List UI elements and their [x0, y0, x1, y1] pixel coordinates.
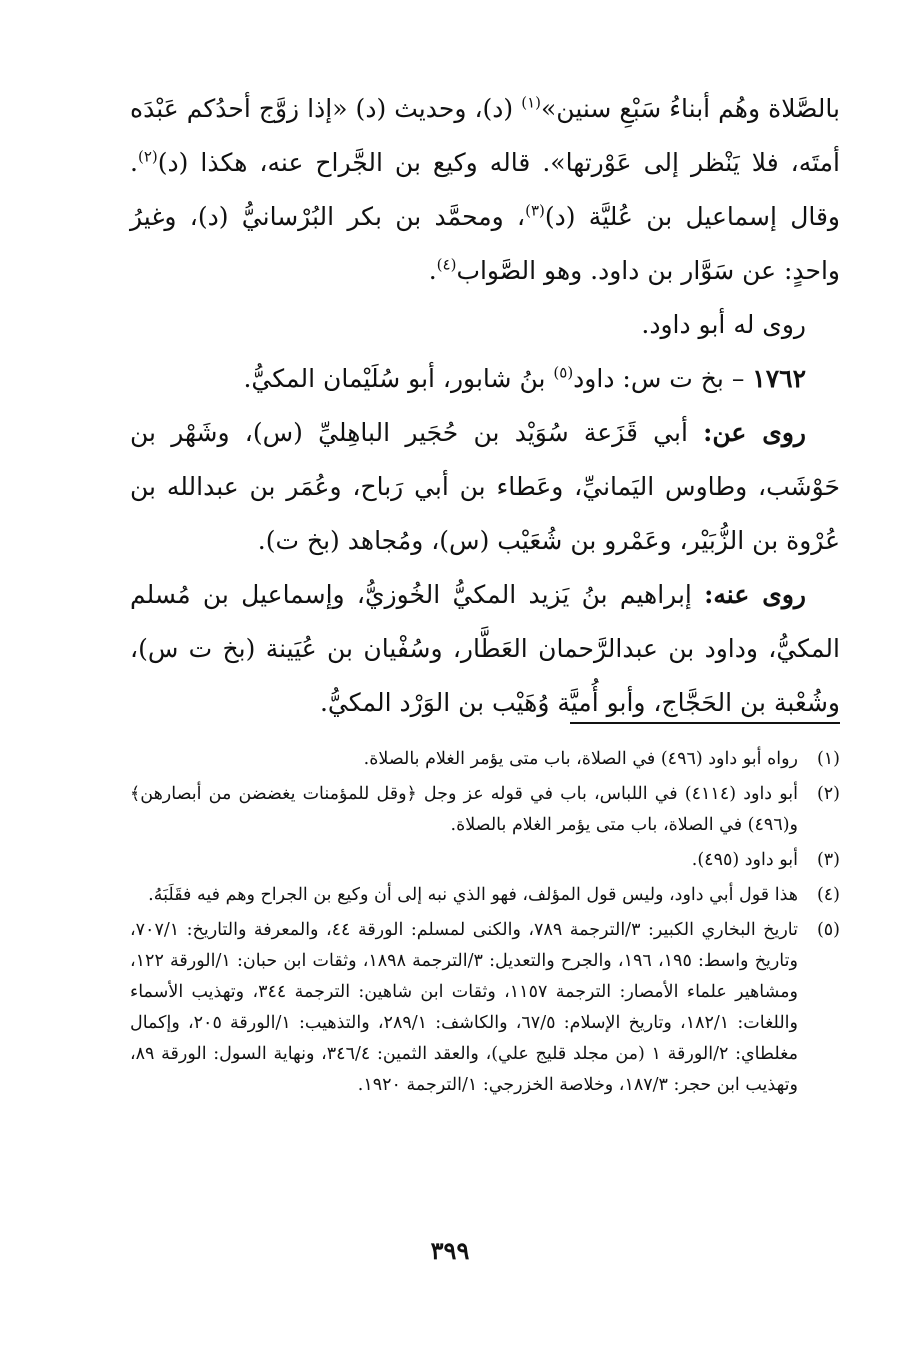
- main-text: [130, 82, 840, 730]
- footnote-ref-4[interactable]: (٤): [436, 255, 457, 274]
- footnote-number: (١): [816, 749, 840, 769]
- footnote-3: [130, 845, 840, 876]
- entry-codes: بخ ت س: داود: [573, 364, 724, 393]
- entry-heading: [130, 352, 840, 406]
- footnote-number: (٢): [816, 784, 840, 804]
- text-run: بالصَّلاة وهُم أبناءُ سَبْعِ سنين»: [541, 94, 840, 123]
- footnote-text: هذا قول أبي داود، وليس قول المؤلف، فهو الذي نبه إلى أن وكيع بن الجراح وهم فيه فقَلَبَهُ.: [148, 885, 798, 905]
- footnote-ref-1[interactable]: (١): [521, 93, 542, 112]
- footnote-text: رواه أبو داود (٤٩٦) في الصلاة، باب متى يؤمر الغلام بالصلاة.: [363, 749, 798, 769]
- footnote-4: [130, 880, 840, 911]
- page-number: ٣٩٩: [430, 1236, 470, 1265]
- rawa-an-label: روى عن:: [703, 418, 806, 447]
- entry-name: بنُ شابور، أبو سُلَيْمان المكيُّ.: [243, 364, 554, 393]
- body-text: [130, 82, 840, 730]
- footnotes: [130, 744, 840, 1105]
- footnote-number: (٥): [816, 920, 840, 940]
- entry-dash: –: [723, 364, 753, 393]
- text-run: ، ومحمَّد بن بكر البُرْسانيُّ (د)، وغيرُ واحدٍ: عن سَوَّار بن داود. وهو الصَّواب: [130, 202, 840, 285]
- footnote-1: [130, 744, 840, 775]
- footnote-ref-3[interactable]: (٣): [525, 201, 545, 220]
- entry-number: ١٧٦٢: [752, 364, 806, 393]
- footnote-text: أبو داود (٤١١٤) في اللباس، باب في قوله عز وجل ﴿وقل للمؤمنات يغضضن من أبصارهن﴾ و(٤٩٦) في الصلاة، باب متى يؤمر الغلام بالصلاة.: [130, 784, 799, 835]
- footnote-separator: [570, 722, 840, 724]
- rawa-an-text: أبي قَزَعة سُوَيْد بن حُجَير الباهِليِّ (س)، وشَهْر بن حَوْشَب، وطاوس اليَمانيِّ، وعَطاء بن أبي رَباح، وعُمَر بن عبدالله بن عُرْوة بن الزُّبَيْر، وعَمْرو بن شُعَيْب (س)، ومُجاهد (بخ ت).: [130, 418, 840, 555]
- footnote-ref-2[interactable]: (٢): [137, 147, 158, 166]
- footnote-ref-5[interactable]: (٥): [553, 363, 574, 382]
- footnote-2: [130, 779, 840, 841]
- rawa-anhu-paragraph: [130, 568, 840, 730]
- rawa-an-paragraph: [130, 406, 840, 568]
- footnote-number: (٣): [816, 850, 840, 870]
- footnote-number: (٤): [816, 885, 840, 905]
- footnote-text: تاريخ البخاري الكبير: ٣/الترجمة ٧٨٩، والكنى لمسلم: الورقة ٤٤، والمعرفة والتاريخ: ٧٠٧/١، وتاريخ واسط: ١٩٥، ١٩٦، والجرح والتعديل: ٣/الترجمة ١٨٩٨، وثقات ابن حبان: ١/الورقة ١٢٢، ومشاهير علماء الأمصار: الترجمة ١١٥٧، وثقات ابن شاهين: الترجمة ٣٤٤، وتهذيب الأسماء واللغات: ١٨٢/١، وتاريخ الإسلام: ٦٧/٥، والكاشف: ٢٨٩/١، والتذهيب: ١/الورقة ٢٠٥، وإكمال مغلطاي: ٢/الورقة ١ (من مجلد قليج علي)، والعقد الثمين: ٣٤٦/٤، ونهاية السول: الورقة ٨٩، وتهذيب ابن حجر: ١٨٧/٣، وخلاصة الخزرجي: ١/الترجمة ١٩٢٠.: [130, 920, 799, 1095]
- paragraph-continuation: [130, 82, 840, 298]
- rawa-anhu-text: إبراهيم بنُ يَزيد المكيُّ الخُوزيُّ، وإسماعيل بن مُسلم المكيُّ، وداود بن عبدالرَّحمان العَطَّار، وسُفْيان بن عُيَينة (بخ ت س)، وشُعْبة بن الحَجَّاج، وأبو أُميَّة وُهَيْب بن الوَرْد المكيُّ.: [130, 580, 840, 717]
- rawa-anhu-label: روى عنه:: [704, 580, 806, 609]
- text-run: (د)، وحديث (د) «إذا زوَّج أحدُكم عَبْدَه أمتَه، فلا يَنْظر إلى عَوْرتها». قاله وكيع بن الجَّراح عنه، هكذا (د): [130, 94, 840, 177]
- footnote-text: أبو داود (٤٩٥).: [691, 850, 798, 870]
- footnote-5: [130, 915, 840, 1101]
- text-run: .: [428, 256, 437, 285]
- rawa-lahu-line: روى له أبو داود.: [641, 310, 806, 339]
- text-run: . وقال إسماعيل بن عُليَّة (د): [130, 148, 841, 231]
